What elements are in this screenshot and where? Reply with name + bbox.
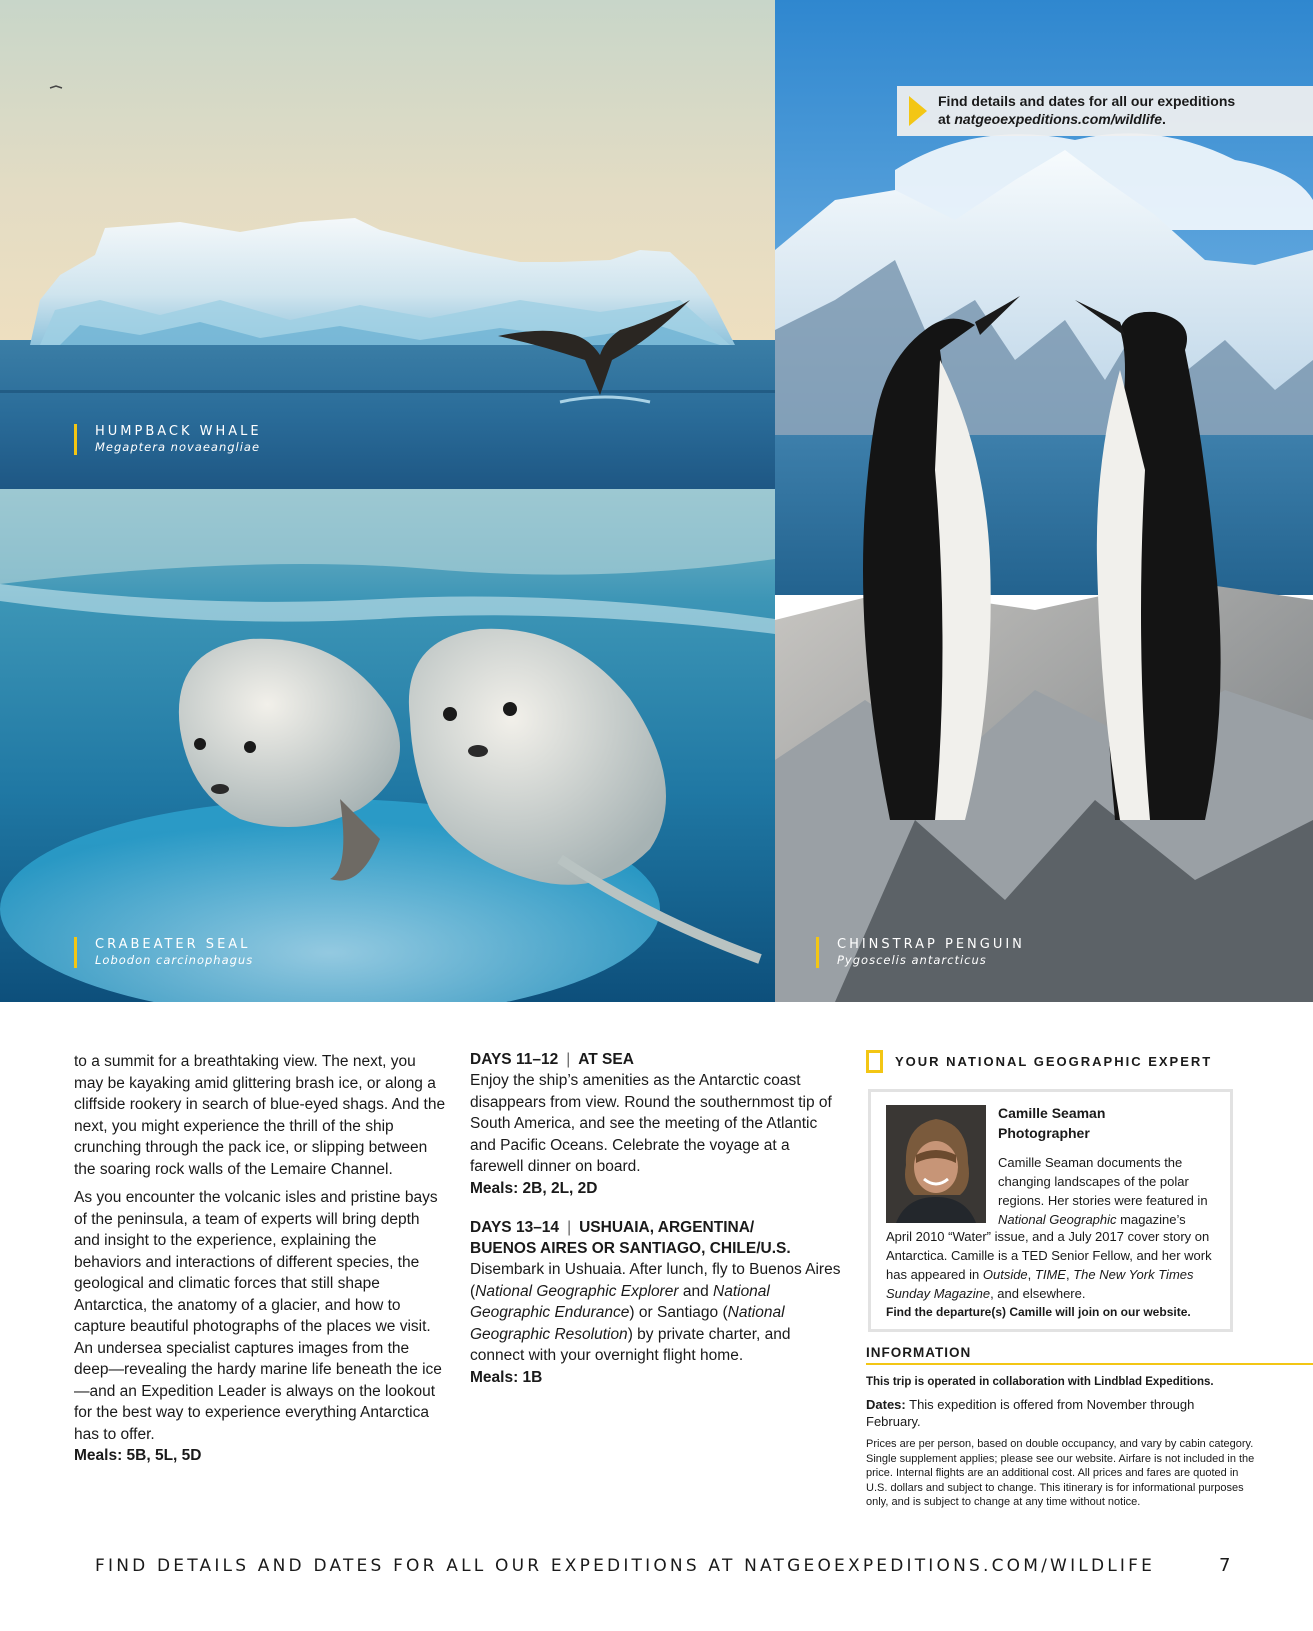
publication-name: Outside xyxy=(982,1267,1028,1282)
day-text-13-14 xyxy=(470,1259,842,1367)
penguin-caption-name: CHINSTRAP PENGUIN xyxy=(837,937,1025,952)
publication-name: The New York Times Sunday Magazine xyxy=(886,1267,1194,1301)
magazine-name: National Geographic xyxy=(998,1212,1117,1227)
seal-caption-latin: Lobodon carcinophagus xyxy=(95,953,254,968)
bio-text: , and elsewhere. xyxy=(990,1286,1086,1301)
callout-prefix: at xyxy=(938,111,955,127)
expert-bio-top xyxy=(998,1153,1226,1229)
penguin-caption xyxy=(816,937,1025,968)
callout-suffix: . xyxy=(1162,111,1166,127)
seal-caption-name: CRABEATER SEAL xyxy=(95,937,251,952)
seal-caption xyxy=(74,937,253,968)
callout-line2 xyxy=(938,110,1308,128)
yellow-arrow-icon xyxy=(909,96,927,126)
information-heading: INFORMATION xyxy=(866,1345,1313,1365)
penguin-caption-latin: Pygoscelis antarcticus xyxy=(837,953,987,968)
natgeo-border-icon xyxy=(866,1050,883,1073)
bio-text: April 2010 “Water” issue, and a July 2017 cover story on Antarctica. Camille is a TED Senior Fellow, and her work has appeared in xyxy=(886,1229,1212,1282)
whale-caption-latin: Megaptera novaeangliae xyxy=(95,440,261,455)
expert-bio-bottom xyxy=(886,1227,1226,1303)
text-part: ) or Santiago ( xyxy=(629,1304,728,1321)
expeditions-callout xyxy=(897,86,1313,136)
text-part: and xyxy=(678,1282,713,1300)
day-place: AT SEA xyxy=(578,1051,634,1068)
ship-name: National Geographic Resolution xyxy=(470,1304,785,1343)
day-heading-11-12 xyxy=(470,1049,842,1070)
ship-name: National Geographic Endurance xyxy=(470,1282,770,1321)
dates-label: Dates: xyxy=(866,1397,906,1412)
bio-text: , xyxy=(1027,1267,1035,1282)
whale-caption-name: HUMPBACK WHALE xyxy=(95,424,262,439)
chinstrap-penguin-photo xyxy=(775,0,1313,1002)
day-place-line2: BUENOS AIRES OR SANTIAGO, CHILE/U.S. xyxy=(470,1240,791,1257)
callout-line1: Find details and dates for all our expeditions xyxy=(938,93,1236,109)
bio-text: Camille Seaman documents the changing landscapes of the polar regions. Her stories were featured in xyxy=(998,1155,1208,1208)
operated-by-note: This trip is operated in collaboration with Lindblad Expeditions. xyxy=(866,1376,1214,1388)
text-part: ) by private charter, and connect with your overnight flight home. xyxy=(470,1325,791,1364)
expert-section-title xyxy=(866,1049,1212,1073)
expert-role: Photographer xyxy=(998,1125,1090,1141)
expert-departure-note: Find the departure(s) Camille will join on our website. xyxy=(886,1305,1191,1319)
day-heading-13-14 xyxy=(470,1217,842,1238)
itinerary-column-2 xyxy=(470,1049,842,1406)
day-block-13-14 xyxy=(470,1217,842,1388)
day-place-line1: USHUAIA, ARGENTINA/ xyxy=(579,1219,755,1236)
paragraph-intro-continued: to a summit for a breathtaking view. The next, you may be kayaking amid glittering brash ice, or along a cliffside rookery in search of blue-eyed shags. And the next, you might experience the thrill of the ship crunching through the pack ice, or slipping between the soaring rock walls of the Lemaire Channel. xyxy=(74,1053,446,1178)
meals-days-13-14: Meals: 1B xyxy=(470,1368,543,1386)
pricing-fine-print: Prices are per person, based on double occupancy, and vary by cabin category. Single supplement applies; please see our website. Airfare is not included in the price. Internal flights are an additional cost. All prices and fares are quoted in U.S. dollars and subject to change. This itinerary is for informational purposes only, and is subject to change at any time without notice. xyxy=(866,1438,1255,1508)
expert-card xyxy=(868,1089,1233,1332)
crabeater-seal-photo xyxy=(0,489,775,1002)
day-block-11-12 xyxy=(470,1049,842,1199)
paragraph-experts: As you encounter the volcanic isles and pristine bays of the peninsula, a team of experts will bring depth and insight to the experience, explaining the behaviors and interactions of different species, the geological and climatic forces that still shape Antarctica, the anatomy of a glacier, and how to capture beautiful photographs of the places we visit. An undersea specialist captures images from the deep—revealing the hardy marine life beneath the ice—and an Expedition Leader is always on the lookout for the best way to experience everything Antarctica has to offer. xyxy=(74,1189,442,1443)
publication-name: TIME xyxy=(1034,1267,1066,1282)
day-text-11-12: Enjoy the ship’s amenities as the Antarctic coast disappears from view. Round the southernmost tip of South America, and see the meeting of the Atlantic and Pacific Oceans. Celebrate the voyage at a farewell dinner on board. xyxy=(470,1072,832,1175)
callout-url-link[interactable]: natgeoexpeditions.com/wildlife xyxy=(954,111,1163,127)
footer-url-banner: FIND DETAILS AND DATES FOR ALL OUR EXPEDITIONS AT NATGEOEXPEDITIONS.COM/WILDLIFE xyxy=(95,1556,1156,1576)
bio-text: magazine’s xyxy=(1116,1212,1186,1227)
dates-text: This expedition is offered from November through February. xyxy=(866,1397,1195,1429)
divider: | xyxy=(567,1219,572,1236)
meals-days-1-10: Meals: 5B, 5L, 5D xyxy=(74,1447,202,1464)
humpback-whale-photo xyxy=(0,0,775,489)
callout-text xyxy=(938,92,1308,128)
expert-name: Camille Seaman xyxy=(998,1105,1106,1121)
expert-title-text: YOUR NATIONAL GEOGRAPHIC EXPERT xyxy=(895,1053,1213,1069)
dates-info xyxy=(866,1396,1246,1430)
day-range: DAYS 13–14 xyxy=(470,1219,560,1236)
text-part: Disembark in Ushuaia. After lunch, fly to Buenos Aires ( xyxy=(470,1261,841,1300)
divider: | xyxy=(566,1051,571,1068)
ship-name: National Geographic Explorer xyxy=(475,1282,679,1300)
page-number: 7 xyxy=(1219,1555,1231,1576)
day-range: DAYS 11–12 xyxy=(470,1051,559,1068)
meals-days-11-12: Meals: 2B, 2L, 2D xyxy=(470,1179,598,1197)
bio-text: , xyxy=(1065,1267,1074,1282)
itinerary-column-1 xyxy=(74,1051,446,1467)
whale-caption xyxy=(74,424,262,455)
expert-portrait xyxy=(886,1105,986,1223)
